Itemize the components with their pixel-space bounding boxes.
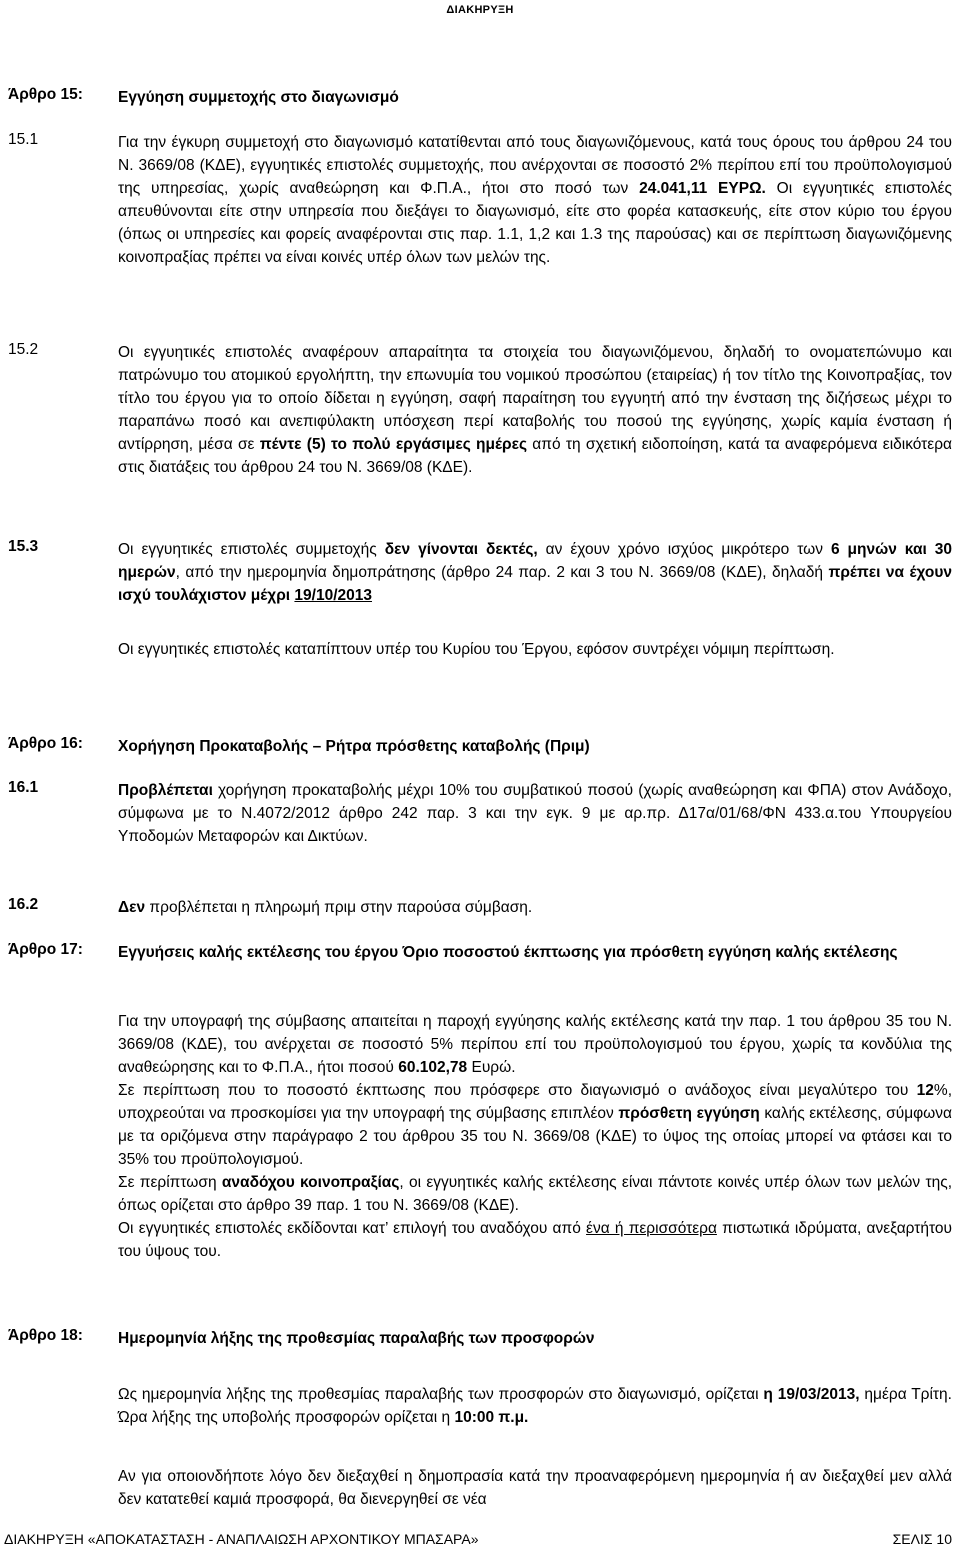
validity-date: 19/10/2013 — [294, 587, 372, 604]
section-number: 15.3 — [8, 538, 39, 555]
article-18-paragraph-1: Ως ημερομηνία λήξης της προθεσμίας παραλαβής των προσφορών στο διαγωνισμό, ορίζεται η 19/03/2013, ημέρα Τρίτη. Ώρα λήξης της υποβολής προσφορών ορίζεται η 10:00 π.μ. — [118, 1386, 952, 1426]
footer-title: ΔΙΑΚΗΡΥΞΗ «ΑΠΟΚΑΤΑΣΤΑΣΗ - ΑΝΑΠΛΑΙΩΣΗ ΑΡΧΟΝΤΙΚΟΥ ΜΠΑΣΑΡΑ» — [4, 1531, 479, 1547]
section-number: 16.2 — [8, 896, 39, 913]
article-title: Ημερομηνία λήξης της προθεσμίας παραλαβής των προσφορών — [118, 1330, 595, 1347]
article-title: Χορήγηση Προκαταβολής – Ρήτρα πρόσθετης καταβολής (Πριμ) — [118, 738, 590, 755]
section-text: Για την έγκυρη συμμετοχή στο διαγωνισμό κατατίθενται από τους διαγωνιζόμενους, κατά τους όρους του άρθρου 24 του Ν. 3669/08 (ΚΔΕ), εγγυητικές επιστολές συμμετοχής, που ανέρχονται σε ποσοστό 2% περίπου επί του προϋπολογισμού της υπηρεσίας, χωρίς αναθεώρηση και Φ.Π.Α., ήτοι στο ποσό των 24.041,11 ΕΥΡΩ. Οι εγγυητικές επιστολές απευθύνονται είτε στην υπηρεσία που διεξάγει το διαγωνισμό, είτε στο φορέα κατασκευής, είτε στον κύριο του έργου (όπως οι υπηρεσίες και φορείς αναφέρονται στις παρ. 1.1, 1,2 και 1.3 της παρούσας) και σε περίπτωση διαγωνιζόμενης κοινοπραξίας πρέπει να είναι κοινές υπέρ όλων των μελών της. — [118, 134, 952, 266]
paragraph: Σε περίπτωση που το ποσοστό έκπτωσης που πρόσφερε στο διαγωνισμό ο ανάδοχος είναι μεγαλύτερο του 12%, υποχρεούται να προσκομίσει για την υπογραφή της σύμβασης επιπλέον πρόσθετη εγγύηση καλής εκτέλεσης, σύμφωνα με τα οριζόμενα στην παράγραφο 2 του άρθρου 35 του Ν. 3669/08 (ΚΔΕ) το ύψος της οποίας μπορεί να φτάσει και το 35% του προϋπολογισμού. — [118, 1082, 952, 1168]
paragraph: Για την υπογραφή της σύμβασης απαιτείται η παροχή εγγύησης καλής εκτέλεσης κατά την παρ. 1 του άρθρου 35 του Ν. 3669/08 (ΚΔΕ), του ανέρχεται σε ποσοστό 5% περίπου επί του προϋπολογισμού του έργου, χωρίς τα κονδύλια της αναθεώρησης και το Φ.Π.Α., ήτοι ποσού 60.102,78 Ευρώ. — [118, 1013, 952, 1076]
guarantee-amount: 24.041,11 ΕΥΡΩ. — [639, 180, 766, 197]
article-title: Εγγυήσεις καλής εκτέλεσης του έργου Όριο ποσοστού έκπτωσης για πρόσθετη εγγύηση καλής εκτέλεσης — [118, 944, 898, 961]
article-number: Άρθρο 18: — [8, 1327, 83, 1344]
article-17-body — [118, 1010, 952, 1263]
article-number: Άρθρο 17: — [8, 941, 83, 958]
section-text: Δεν προβλέπεται η πληρωμή πριμ στην παρούσα σύμβαση. — [118, 899, 533, 916]
article-18-paragraph-2: Αν για οποιονδήποτε λόγο δεν διεξαχθεί η δημοπρασία κατά την προαναφερόμενη ημερομηνία ή αν διεξαχθεί μεν αλλά δεν κατατεθεί καμιά προσφορά, θα διενεργηθεί σε νέα — [118, 1468, 952, 1508]
page-header: ΔΙΑΚΗΡΥΞΗ — [446, 4, 514, 16]
section-15-3-paragraph: Οι εγγυητικές επιστολές καταπίπτουν υπέρ του Κυρίου του Έργου, εφόσον συντρέχει νόμιμη περίπτωση. — [118, 641, 835, 658]
page-number: ΣΕΛΙΣ 10 — [892, 1531, 952, 1547]
article-title: Εγγύηση συμμετοχής στο διαγωνισμό — [118, 89, 399, 106]
section-text: Οι εγγυητικές επιστολές αναφέρουν απαραίτητα τα στοιχεία του διαγωνιζόμενου, δηλαδή το ονοματεπώνυμο και πατρώνυμο του ατομικού εργολήπτη, την επωνυμία του νομικού προσώπου (εταιρείας) ή τον τίτλο της Κοινοπραξίας, τον τίτλο του έργου για το οποίο δίδεται η εγγύηση, σαφή παραίτηση του εγγυητή από την ένσταση της διζήσεως μέχρι το παραπάνω ποσό και ανεπιφύλακτη υπόσχεση περί καταβολής του ποσού της εγγύησης, χωρίς καμία ένσταση ή αντίρρηση, μέσα σε πέντε (5) το πολύ εργάσιμες ημέρες από τη σχετική ειδοποίηση, κατά τα αναφερόμενα ειδικότερα στις διατάξεις του άρθρου 24 του Ν. 3669/08 (ΚΔΕ). — [118, 344, 952, 476]
paragraph: Οι εγγυητικές επιστολές εκδίδονται κατ’ επιλογή του αναδόχου από ένα ή περισσότερα πιστωτικά ιδρύματα, ανεξαρτήτου του ύψους του. — [118, 1220, 952, 1260]
section-text: Οι εγγυητικές επιστολές συμμετοχής δεν γίνονται δεκτές, αν έχουν χρόνο ισχύος μικρότερο των 6 μηνών και 30 ημερών, από την ημερομηνία δημοπράτησης (άρθρο 24 παρ. 2 και 3 του Ν. 3669/08 (ΚΔΕ), δηλαδή πρέπει να έχουν ισχύ τουλάχιστον μέχρι 19/10/2013 — [118, 541, 952, 604]
section-number: 15.1 — [8, 131, 39, 148]
section-number: 16.1 — [8, 779, 39, 796]
article-number: Άρθρο 16: — [8, 735, 83, 752]
article-number: Άρθρο 15: — [8, 86, 83, 103]
paragraph: Σε περίπτωση αναδόχου κοινοπραξίας, οι εγγυητικές καλής εκτέλεσης είναι πάντοτε κοινές υπέρ όλων των μελών της, όπως ορίζεται στο άρθρο 39 παρ. 1 του Ν. 3669/08 (ΚΔΕ). — [118, 1174, 952, 1214]
section-number: 15.2 — [8, 341, 39, 358]
section-text: Προβλέπεται χορήγηση προκαταβολής μέχρι 10% του συμβατικού ποσού (χωρίς αναθεώρηση και ΦΠΑ) στον Ανάδοχο, σύμφωνα με το Ν.4072/2012 άρθρο 242 παρ. 3 και την εγκ. 9 με αρ.πρ. Δ17α/01/68/ΦΝ 433.α.του Υπουργείου Υποδομών Μεταφορών και Δικτύων. — [118, 782, 952, 845]
